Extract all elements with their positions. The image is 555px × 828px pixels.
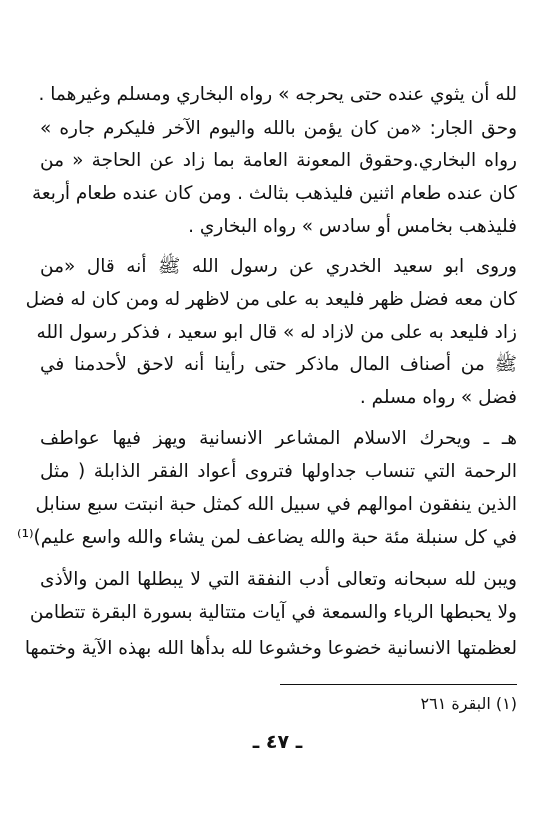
text-line: رواه البخاري.وحقوق المعونة العامة بما زاد عن الحاجة « من	[40, 150, 517, 171]
text-line: ولا يحبطها الرياء والسمعة في آيات متتالية بسورة البقرة تتطامن	[29, 602, 517, 623]
text-line: لعظمتها الانسانية خضوعا وخشوعا لله بدأها الله بهذه الآية وختمها	[24, 638, 517, 659]
text-line: الرحمة التي تنساب جداولها فتروى أعواد الفقر الذابلة ( مثل	[40, 461, 517, 482]
text-line: زاد فليعد به على من لازاد له » قال ابو سعيد ، فذكر رسول الله	[36, 322, 517, 343]
text-line: فليذهب بخامس أو سادس » رواه البخاري .	[188, 216, 517, 237]
text-line: الذين ينفقون اموالهم في سبيل الله كمثل حبة انبتت سبع سنابل	[35, 494, 517, 515]
text-line: ويبن لله سبحانه وتعالى أدب النفقة التي لا يبطلها المن والأذى	[40, 569, 517, 590]
footnote: (١) البقرة ٢٦١	[420, 694, 517, 713]
footnote-divider	[280, 684, 517, 685]
text-line: في كل سنبلة مئة حبة والله يضاعف لمن يشاء والله واسع عليم)⁽¹⁾	[17, 527, 517, 548]
text-line: ﷺ من أصناف المال ماذكر حتى رأينا أنه لاحق لأحدمنا في	[40, 354, 517, 375]
text-line: وحق الجار: «من كان يؤمن بالله واليوم الآخر فليكرم جاره »	[40, 118, 517, 139]
text-line: هـ ـ ويحرك الاسلام المشاعر الانسانية ويهز فيها عواطف	[40, 428, 517, 449]
text-line: لله أن يثوي عنده حتى يحرجه » رواه البخاري ومسلم وغيرهما .	[38, 84, 517, 105]
text-line: وروى ابو سعيد الخدري عن رسول الله ﷺ أنه قال «من	[40, 256, 517, 277]
text-line: فضل » رواه مسلم .	[359, 387, 517, 408]
text-line: كان معه فضل ظهر فليعد به على من لاظهر له ومن كان له فضل	[25, 289, 517, 310]
page-number: ـ ٤٧ ـ	[252, 731, 303, 753]
text-line: كان عنده طعام اثنين فليذهب بثالث . ومن كان عنده طعام أربعة	[31, 183, 517, 204]
